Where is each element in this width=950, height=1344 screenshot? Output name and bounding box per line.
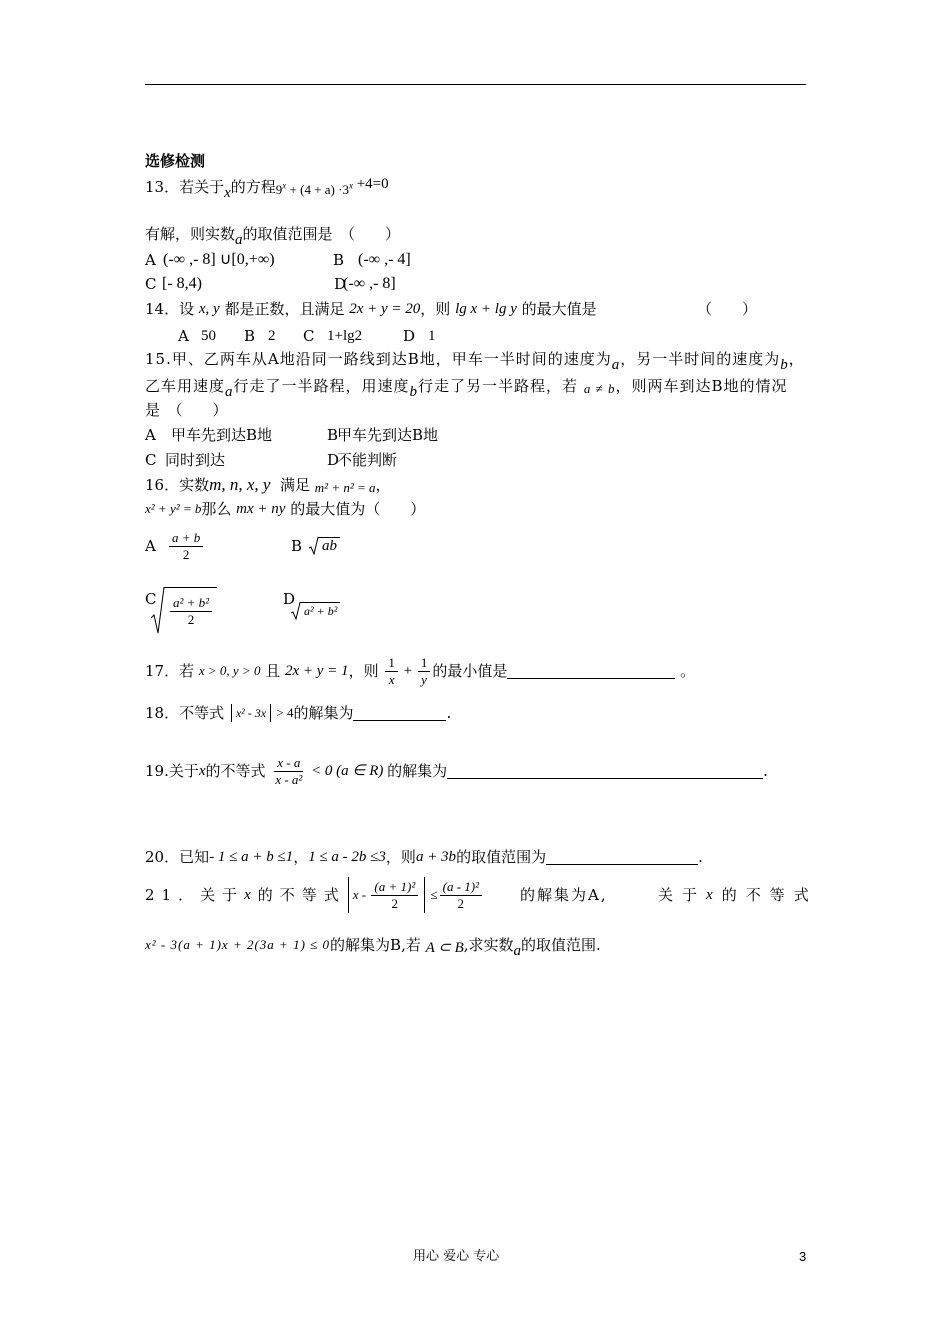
answer-blank bbox=[353, 705, 446, 721]
q20-lead: 20．已知 bbox=[145, 848, 210, 866]
fraction-denominator: 2 bbox=[187, 612, 195, 627]
fraction-numerator: x - a bbox=[274, 755, 303, 772]
fraction-numerator: (a + 1)² bbox=[371, 879, 418, 896]
q13-var-a: a bbox=[235, 232, 243, 248]
fraction-numerator: a + b bbox=[169, 530, 203, 547]
fraction-numerator: 1 bbox=[418, 655, 431, 672]
q17-tail: 的最小值是 bbox=[432, 662, 508, 680]
q15-l1-c: ， bbox=[788, 350, 805, 368]
q15-line2 bbox=[145, 375, 788, 400]
option-d-text: 不能判断 bbox=[337, 451, 398, 469]
q19-var-x: x bbox=[198, 763, 206, 779]
fraction-numerator: 1 bbox=[385, 655, 398, 672]
q21-mid1: 的不等式 bbox=[257, 886, 346, 904]
q21-inequality-b: x² - 3(a + 1)x + 2(3a + 1) ≤ 0 bbox=[145, 937, 331, 952]
q14-condition: 2x + y = 20 bbox=[349, 301, 421, 317]
question-20 bbox=[145, 846, 703, 868]
option-d-label: D bbox=[334, 275, 347, 293]
fraction bbox=[385, 655, 398, 688]
answer-paren: （ ） bbox=[332, 225, 401, 243]
fraction-denominator: 2 bbox=[182, 546, 190, 562]
section-title: 选修检测 bbox=[145, 152, 206, 170]
q15-line1 bbox=[145, 348, 805, 373]
q18-end: . bbox=[446, 704, 452, 722]
option-d-text: (-∞ ,- 8] bbox=[343, 275, 396, 292]
option-c-text: 同时到达 bbox=[165, 451, 226, 469]
q13-eq-base: 9 bbox=[275, 182, 283, 197]
fraction-denominator: x bbox=[388, 671, 395, 687]
q16-expression: mx + ny bbox=[236, 501, 286, 517]
q13-lead: 13．若关于 bbox=[145, 178, 225, 196]
q13-eq-mid: + (4 + a) ·3 bbox=[286, 182, 349, 197]
q18-relation: > 4 bbox=[273, 705, 294, 720]
q13-eq-exp1: x bbox=[282, 180, 287, 191]
q19-lead: 19.关于 bbox=[145, 762, 199, 780]
answer-blank bbox=[507, 663, 675, 679]
q21-line2 bbox=[145, 932, 601, 958]
q14-vars: x, y bbox=[198, 301, 220, 317]
q21-var-a: a bbox=[513, 943, 522, 959]
q15-var-a: a bbox=[225, 384, 234, 400]
q21-mid3: 关于 bbox=[658, 886, 707, 904]
page-number: 3 bbox=[799, 1249, 807, 1264]
q14-options-row bbox=[0, 327, 950, 345]
q20-condition1: - 1 ≤ a + b ≤1 bbox=[209, 849, 294, 865]
q17-condition2: 2x + y = 1 bbox=[285, 663, 349, 679]
q15-var-a: a bbox=[611, 357, 621, 373]
q16-condition2: x² + y² = b bbox=[145, 501, 202, 516]
option-a-label: A bbox=[145, 426, 156, 444]
option-c-text: [- 8,4) bbox=[162, 275, 202, 292]
option-b-label: B bbox=[291, 537, 303, 555]
fraction-numerator: a² + b² bbox=[170, 595, 212, 612]
q15-l2-d: ，则两车到达B地的情况 bbox=[615, 377, 788, 395]
header-rule bbox=[145, 84, 806, 85]
option-b-sqrt bbox=[309, 526, 340, 566]
q13-equation bbox=[276, 181, 353, 199]
q15-l2-a: 乙车用速度 bbox=[145, 377, 226, 395]
q14-line1 bbox=[145, 299, 758, 319]
abs-expression: x² - 3x bbox=[235, 706, 267, 720]
option-b-label: B bbox=[327, 426, 339, 444]
answer-blank bbox=[546, 849, 698, 865]
option-a-label: A bbox=[178, 327, 189, 345]
option-a-label: A bbox=[145, 537, 156, 555]
q16-l2-mid: 那么 bbox=[201, 500, 237, 518]
radicand: ab bbox=[319, 537, 340, 555]
option-b-text: 2 bbox=[268, 328, 276, 344]
q17-plus: + bbox=[399, 663, 416, 679]
fraction-denominator: y bbox=[421, 671, 427, 687]
q16-options-row2 bbox=[0, 586, 950, 636]
q13-line2-tail: 的取值范围是 bbox=[242, 225, 333, 243]
option-b-text: 甲车先到达B地 bbox=[337, 426, 439, 444]
q17-mid1: 且 bbox=[260, 662, 285, 680]
q14-expression: lg x + lg y bbox=[455, 301, 517, 317]
question-19 bbox=[145, 750, 768, 792]
option-d-label: D bbox=[327, 451, 340, 469]
option-c-sqrt bbox=[151, 586, 217, 636]
fraction bbox=[272, 755, 305, 788]
q13-line2-lead: 有解，则实数 bbox=[145, 225, 236, 243]
q17-mid2: ，则 bbox=[348, 662, 384, 680]
q16-lead: 16．实数 bbox=[145, 476, 210, 494]
fraction bbox=[371, 879, 418, 912]
option-c-text: 1+lg2 bbox=[327, 328, 363, 344]
q16-line2 bbox=[145, 499, 425, 519]
q16-l2-tail: 的最大值为（ ） bbox=[285, 500, 426, 518]
option-a-text: (-∞ ,- 8] ∪[0,+∞) bbox=[163, 251, 275, 268]
q16-line1 bbox=[145, 474, 391, 496]
q15-l1-a: 15.甲、乙两车从A地沿同一路线到达B地，甲车一半时间的速度为 bbox=[145, 350, 612, 368]
q21-leq: ≤ bbox=[427, 887, 438, 902]
abs-left: x - bbox=[352, 887, 370, 902]
q15-var-b: b bbox=[409, 384, 419, 400]
square-root bbox=[151, 587, 217, 635]
q13-eq-tail: +4=0 bbox=[352, 176, 389, 192]
q21-var-x: x bbox=[706, 887, 722, 903]
q16-mid: 满足 bbox=[270, 476, 315, 494]
fraction-denominator: 2 bbox=[391, 895, 399, 911]
q20-condition2: 1 ≤ a - 2b ≤3 bbox=[308, 849, 386, 865]
q16-comma: ， bbox=[375, 476, 391, 494]
q16-options-row1 bbox=[0, 526, 950, 566]
option-a-fraction bbox=[167, 526, 205, 566]
option-b-text: (-∞ ,- 4] bbox=[358, 251, 411, 268]
radical-sign-icon bbox=[151, 587, 165, 635]
option-c-label: C bbox=[145, 590, 157, 608]
q15-options-row1 bbox=[0, 426, 950, 444]
footer-motto: 用心 爱心 专心 bbox=[413, 1249, 500, 1264]
q21-var-x: x bbox=[244, 887, 258, 903]
q14-mid1: 都是正数，且满足 bbox=[219, 300, 350, 318]
fraction bbox=[170, 595, 212, 628]
fraction bbox=[418, 655, 431, 688]
q14-tail: 的最大值是 bbox=[516, 300, 597, 318]
q14-mid2: ，则 bbox=[420, 300, 456, 318]
q13-mid: 的方程 bbox=[230, 178, 276, 196]
q21-second-inequality-intro bbox=[658, 874, 818, 916]
q13-line1 bbox=[145, 172, 389, 202]
square-root bbox=[291, 602, 340, 620]
q15-line3: 是 （ ） bbox=[145, 401, 228, 419]
q21-lead: 21．关于 bbox=[145, 886, 245, 904]
q18-tail: 的解集为 bbox=[293, 704, 354, 722]
q21-set-relation: A ⊂ B bbox=[425, 940, 464, 956]
question-18 bbox=[145, 701, 451, 725]
answer-blank bbox=[447, 763, 763, 779]
q19-end: . bbox=[763, 762, 768, 780]
q15-l2-c: 行走了另一半路程，若 bbox=[418, 377, 584, 395]
square-root bbox=[309, 537, 340, 555]
answer-paren: （ ） bbox=[697, 300, 758, 318]
fraction-numerator: (a - 1)² bbox=[440, 879, 482, 896]
q21-l2-b: ,求实数 bbox=[463, 936, 514, 954]
radical-sign-icon bbox=[309, 537, 319, 555]
q17-condition1: x > 0, y > 0 bbox=[198, 663, 261, 678]
option-b-label: B bbox=[244, 327, 256, 345]
question-17 bbox=[145, 652, 695, 690]
fraction bbox=[169, 530, 203, 563]
q20-expression: a + 3b bbox=[415, 849, 457, 865]
radicand: a² + b² bbox=[301, 602, 340, 620]
q13-line2 bbox=[145, 223, 401, 248]
option-c-label: C bbox=[145, 451, 157, 469]
q21-l2-c: 的取值范围. bbox=[521, 936, 601, 954]
q19-tail: 的解集为 bbox=[387, 762, 448, 780]
fraction bbox=[440, 879, 482, 912]
radical-sign-icon bbox=[291, 602, 301, 620]
q20-tail: 的取值范围为 bbox=[456, 848, 547, 866]
option-d-sqrt bbox=[291, 599, 340, 623]
q21-line1 bbox=[145, 874, 818, 916]
q19-relation: < 0 (a ∈ R) bbox=[307, 763, 388, 779]
q15-options-row2 bbox=[0, 451, 950, 469]
q15-condition: a ≠ b bbox=[583, 381, 616, 396]
q15-l1-b: ，另一半时间的速度为 bbox=[620, 350, 781, 368]
fraction-denominator: x - a² bbox=[275, 771, 303, 787]
q16-condition1: m² + n² = a bbox=[314, 480, 376, 495]
q21-mid2: 的解集为A, bbox=[520, 886, 608, 904]
q13-eq-exp2: x bbox=[348, 180, 353, 191]
q13-options-row1 bbox=[0, 251, 950, 269]
q18-lead: 18．不等式 bbox=[145, 704, 229, 722]
option-d-label: D bbox=[283, 590, 296, 608]
absolute-value bbox=[348, 877, 425, 913]
q16-vars: m, n, x, y bbox=[209, 475, 271, 494]
option-a-label: A bbox=[145, 251, 156, 269]
option-a-text: 甲车先到达B地 bbox=[171, 426, 273, 444]
option-c-label: C bbox=[145, 275, 157, 293]
q20-mid: ，则 bbox=[385, 848, 416, 866]
option-d-text: 1 bbox=[428, 328, 436, 344]
q17-lead: 17．若 bbox=[145, 662, 199, 680]
q20-sep: ， bbox=[293, 848, 309, 866]
q13-options-row2 bbox=[0, 275, 950, 293]
q13-var-x: x bbox=[224, 185, 231, 201]
q14-lead: 14．设 bbox=[145, 300, 199, 318]
q19-mid: 的不等式 bbox=[205, 762, 271, 780]
q17-end: 。 bbox=[675, 662, 696, 680]
q15-l2-b: 行走了一半路程，用速度 bbox=[233, 377, 410, 395]
q20-end: . bbox=[698, 848, 703, 866]
q21-l2-a: 的解集为B,若 bbox=[330, 936, 426, 954]
q15-var-b: b bbox=[780, 357, 789, 373]
absolute-value bbox=[231, 704, 271, 722]
radicand bbox=[165, 587, 217, 635]
option-b-label: B bbox=[333, 251, 345, 269]
option-a-text: 50 bbox=[201, 328, 216, 344]
fraction-denominator: 2 bbox=[457, 895, 465, 911]
option-c-label: C bbox=[303, 327, 315, 345]
q21-mid4: 的不等式 bbox=[721, 886, 818, 904]
option-d-label: D bbox=[403, 327, 416, 345]
